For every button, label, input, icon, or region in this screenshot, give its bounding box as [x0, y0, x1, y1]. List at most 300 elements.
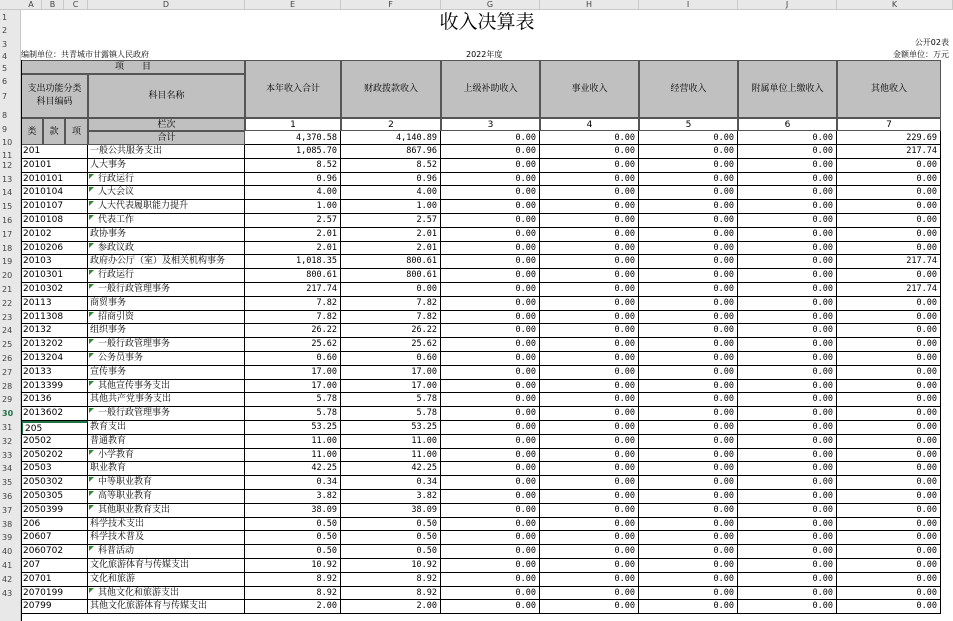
row-code[interactable]: 2010301 [21, 269, 88, 283]
row-subject-name[interactable]: 小学教育 [88, 449, 245, 463]
row-value-cell[interactable]: 0.00 [639, 407, 738, 421]
row-subject-name[interactable]: 中等职业教育 [88, 476, 245, 490]
row-number[interactable]: 23 [2, 312, 13, 322]
row-value-cell[interactable]: 0.00 [540, 531, 639, 545]
row-value-cell[interactable]: 0.00 [540, 573, 639, 587]
row-value-cell[interactable]: 800.61 [341, 255, 441, 269]
row-value-cell[interactable]: 0.00 [738, 504, 837, 518]
row-value-cell[interactable]: 0.00 [441, 435, 540, 449]
row-value-cell[interactable]: 0.00 [738, 324, 837, 338]
row-code[interactable]: 201 [21, 145, 88, 159]
row-value-cell[interactable]: 0.00 [441, 173, 540, 187]
row-value-cell[interactable]: 0.00 [540, 228, 639, 242]
row-subject-name[interactable]: 公务员事务 [88, 352, 245, 366]
row-value-cell[interactable]: 0.00 [738, 145, 837, 159]
row-number[interactable]: 7 [2, 92, 8, 101]
row-value-cell[interactable]: 0.00 [639, 380, 738, 394]
row-number[interactable]: 33 [2, 450, 13, 460]
row-value-cell[interactable]: 5.78 [245, 407, 341, 421]
row-code[interactable]: 20103 [21, 255, 88, 269]
row-value-cell[interactable]: 0.00 [441, 600, 540, 614]
row-subject-name[interactable]: 行政运行 [88, 269, 245, 283]
row-value-cell[interactable]: 0.00 [441, 242, 540, 256]
spreadsheet-grid[interactable] [21, 10, 953, 621]
row-code[interactable]: 20102 [21, 228, 88, 242]
row-number[interactable]: 8 [2, 111, 8, 120]
row-value-cell[interactable]: 0.00 [639, 338, 738, 352]
row-value-cell[interactable]: 0.00 [837, 311, 941, 325]
row-value-cell[interactable]: 0.00 [837, 449, 941, 463]
row-value-cell[interactable]: 0.00 [639, 545, 738, 559]
row-value-cell[interactable]: 0.00 [540, 186, 639, 200]
row-value-cell[interactable]: 0.00 [837, 476, 941, 490]
row-value-cell[interactable]: 8.52 [341, 159, 441, 173]
row-number[interactable]: 42 [2, 574, 13, 584]
row-value-cell[interactable]: 0.00 [639, 559, 738, 573]
row-value-cell[interactable]: 0.00 [441, 462, 540, 476]
column-header-b[interactable]: B [42, 0, 64, 9]
row-number[interactable]: 41 [2, 561, 13, 570]
row-code[interactable]: 205 [21, 421, 88, 435]
row-value-cell[interactable]: 0.00 [540, 490, 639, 504]
row-value-cell[interactable]: 0.00 [837, 186, 941, 200]
row-subject-name[interactable]: 科学技术支出 [88, 518, 245, 532]
row-value-cell[interactable]: 0.00 [738, 421, 837, 435]
row-value-cell[interactable]: 217.74 [837, 283, 941, 297]
row-value-cell[interactable]: 0.00 [639, 587, 738, 601]
row-value-cell[interactable]: 11.00 [245, 449, 341, 463]
column-header-k[interactable]: K [837, 0, 953, 9]
row-value-cell[interactable]: 867.96 [341, 145, 441, 159]
row-subject-name[interactable]: 其他文化旅游体育与传媒支出 [88, 600, 245, 614]
row-subject-name[interactable]: 人大会议 [88, 186, 245, 200]
row-value-cell[interactable]: 0.00 [837, 504, 941, 518]
row-value-cell[interactable]: 0.00 [639, 393, 738, 407]
row-number[interactable]: 1 [2, 13, 8, 22]
row-value-cell[interactable]: 0.00 [441, 407, 540, 421]
row-value-cell[interactable]: 0.00 [441, 338, 540, 352]
row-value-cell[interactable]: 0.00 [441, 545, 540, 559]
column-header-j[interactable]: J [738, 0, 837, 9]
row-value-cell[interactable]: 2.01 [341, 228, 441, 242]
row-value-cell[interactable]: 0.00 [639, 462, 738, 476]
row-value-cell[interactable]: 0.00 [540, 518, 639, 532]
row-value-cell[interactable]: 0.00 [639, 145, 738, 159]
row-subject-name[interactable]: 招商引资 [88, 311, 245, 325]
row-value-cell[interactable]: 0.00 [540, 600, 639, 614]
row-code[interactable]: 2050202 [21, 449, 88, 463]
row-code[interactable]: 20136 [21, 393, 88, 407]
row-value-cell[interactable]: 0.00 [441, 214, 540, 228]
row-value-cell[interactable]: 0.00 [341, 283, 441, 297]
column-header-h[interactable]: H [540, 0, 639, 9]
row-value-cell[interactable]: 0.96 [341, 173, 441, 187]
row-value-cell[interactable]: 0.00 [639, 173, 738, 187]
column-header-d[interactable]: D [88, 0, 245, 9]
row-value-cell[interactable]: 0.00 [837, 228, 941, 242]
row-number[interactable]: 3 [2, 40, 8, 49]
row-code[interactable]: 2013202 [21, 338, 88, 352]
row-subject-name[interactable]: 教育支出 [88, 421, 245, 435]
row-value-cell[interactable]: 38.09 [341, 504, 441, 518]
row-value-cell[interactable]: 2.57 [341, 214, 441, 228]
row-value-cell[interactable]: 0.00 [837, 200, 941, 214]
row-value-cell[interactable]: 8.92 [341, 573, 441, 587]
row-value-cell[interactable]: 0.00 [540, 462, 639, 476]
row-value-cell[interactable]: 0.00 [738, 311, 837, 325]
row-value-cell[interactable]: 0.00 [738, 531, 837, 545]
row-value-cell[interactable]: 0.00 [837, 421, 941, 435]
row-value-cell[interactable]: 0.00 [837, 297, 941, 311]
row-subject-name[interactable]: 人大事务 [88, 159, 245, 173]
row-value-cell[interactable]: 42.25 [341, 462, 441, 476]
row-subject-name[interactable]: 政府办公厅（室）及相关机构事务 [88, 255, 245, 269]
total-cell[interactable]: 0.00 [639, 131, 738, 145]
row-value-cell[interactable]: 0.00 [639, 490, 738, 504]
row-code[interactable]: 2013204 [21, 352, 88, 366]
row-code[interactable]: 207 [21, 559, 88, 573]
row-value-cell[interactable]: 0.00 [738, 255, 837, 269]
row-number[interactable]: 10 [2, 138, 13, 147]
row-subject-name[interactable]: 人大代表履职能力提升 [88, 200, 245, 214]
row-code[interactable]: 20113 [21, 297, 88, 311]
row-value-cell[interactable]: 0.00 [540, 338, 639, 352]
row-value-cell[interactable]: 0.00 [837, 338, 941, 352]
row-value-cell[interactable]: 0.00 [540, 159, 639, 173]
row-value-cell[interactable]: 0.00 [540, 242, 639, 256]
row-subject-name[interactable]: 文化和旅游 [88, 573, 245, 587]
column-header-f[interactable]: F [341, 0, 441, 9]
row-value-cell[interactable]: 5.78 [341, 393, 441, 407]
row-code[interactable]: 2070199 [21, 587, 88, 601]
row-number[interactable]: 31 [2, 423, 13, 432]
row-value-cell[interactable]: 0.00 [738, 573, 837, 587]
row-number[interactable]: 37 [2, 505, 13, 515]
row-value-cell[interactable]: 1.00 [245, 200, 341, 214]
row-subject-name[interactable]: 一般行政管理事务 [88, 283, 245, 297]
row-value-cell[interactable]: 0.00 [441, 352, 540, 366]
row-number[interactable]: 19 [2, 257, 13, 267]
row-value-cell[interactable]: 0.00 [639, 186, 738, 200]
column-header-g[interactable]: G [441, 0, 540, 9]
row-code[interactable]: 2010206 [21, 242, 88, 256]
row-value-cell[interactable]: 0.00 [639, 255, 738, 269]
row-code[interactable]: 2060702 [21, 545, 88, 559]
row-number[interactable]: 30 [2, 409, 14, 419]
row-value-cell[interactable]: 0.00 [540, 283, 639, 297]
row-value-cell[interactable]: 0.00 [738, 559, 837, 573]
row-code[interactable]: 20101 [21, 159, 88, 173]
row-value-cell[interactable]: 0.00 [738, 449, 837, 463]
row-value-cell[interactable]: 53.25 [245, 421, 341, 435]
row-value-cell[interactable]: 0.00 [639, 269, 738, 283]
row-value-cell[interactable]: 1.00 [341, 200, 441, 214]
row-value-cell[interactable]: 0.00 [540, 380, 639, 394]
row-number[interactable]: 27 [2, 367, 13, 377]
row-value-cell[interactable]: 0.00 [540, 421, 639, 435]
row-value-cell[interactable]: 0.00 [540, 407, 639, 421]
row-value-cell[interactable]: 7.82 [341, 311, 441, 325]
row-value-cell[interactable]: 0.00 [837, 531, 941, 545]
row-code[interactable]: 2050305 [21, 490, 88, 504]
total-cell[interactable]: 0.00 [738, 131, 837, 145]
row-number[interactable]: 21 [2, 285, 13, 294]
row-code[interactable]: 2011308 [21, 311, 88, 325]
row-value-cell[interactable]: 11.00 [245, 435, 341, 449]
row-value-cell[interactable]: 53.25 [341, 421, 441, 435]
row-value-cell[interactable]: 0.00 [639, 504, 738, 518]
row-value-cell[interactable]: 1,085.70 [245, 145, 341, 159]
row-value-cell[interactable]: 0.00 [540, 214, 639, 228]
row-value-cell[interactable]: 0.00 [540, 255, 639, 269]
row-number[interactable]: 34 [2, 464, 13, 474]
row-number[interactable]: 25 [2, 340, 13, 350]
row-number[interactable]: 18 [2, 243, 13, 253]
row-value-cell[interactable]: 0.00 [738, 228, 837, 242]
row-value-cell[interactable]: 0.00 [441, 393, 540, 407]
row-subject-name[interactable]: 职业教育 [88, 462, 245, 476]
row-value-cell[interactable]: 0.00 [639, 531, 738, 545]
row-number[interactable]: 39 [2, 533, 13, 543]
row-value-cell[interactable]: 17.00 [245, 366, 341, 380]
row-code[interactable]: 20701 [21, 573, 88, 587]
row-value-cell[interactable]: 25.62 [341, 338, 441, 352]
row-value-cell[interactable]: 0.00 [441, 504, 540, 518]
row-value-cell[interactable]: 0.00 [738, 186, 837, 200]
row-code[interactable]: 2010302 [21, 283, 88, 297]
row-value-cell[interactable]: 0.00 [441, 297, 540, 311]
row-value-cell[interactable]: 0.00 [738, 462, 837, 476]
row-value-cell[interactable]: 0.00 [738, 297, 837, 311]
row-code[interactable]: 2013399 [21, 380, 88, 394]
row-number[interactable]: 13 [2, 174, 13, 184]
row-number[interactable]: 12 [2, 160, 13, 170]
row-value-cell[interactable]: 0.00 [738, 380, 837, 394]
row-value-cell[interactable]: 26.22 [341, 324, 441, 338]
row-value-cell[interactable]: 0.00 [837, 490, 941, 504]
row-number[interactable]: 6 [2, 77, 8, 86]
row-value-cell[interactable]: 0.00 [738, 435, 837, 449]
row-value-cell[interactable]: 0.00 [540, 476, 639, 490]
row-value-cell[interactable]: 0.00 [738, 366, 837, 380]
row-subject-name[interactable]: 一般行政管理事务 [88, 407, 245, 421]
row-value-cell[interactable]: 0.50 [245, 531, 341, 545]
row-number[interactable]: 40 [2, 547, 13, 557]
row-code[interactable]: 2013602 [21, 407, 88, 421]
row-number[interactable]: 22 [2, 298, 13, 308]
column-header-c[interactable]: C [64, 0, 88, 9]
row-value-cell[interactable]: 0.00 [540, 200, 639, 214]
row-value-cell[interactable]: 0.00 [738, 545, 837, 559]
row-code[interactable]: 2010101 [21, 173, 88, 187]
row-value-cell[interactable]: 0.00 [441, 366, 540, 380]
row-number[interactable]: 32 [2, 436, 13, 446]
row-value-cell[interactable]: 0.00 [441, 380, 540, 394]
row-value-cell[interactable]: 0.00 [540, 366, 639, 380]
row-number[interactable]: 28 [2, 381, 13, 391]
row-subject-name[interactable]: 其他共产党事务支出 [88, 393, 245, 407]
row-value-cell[interactable]: 0.00 [837, 214, 941, 228]
row-value-cell[interactable]: 42.25 [245, 462, 341, 476]
row-value-cell[interactable]: 25.62 [245, 338, 341, 352]
total-cell[interactable]: 4,140.89 [341, 131, 441, 145]
row-value-cell[interactable]: 0.00 [738, 518, 837, 532]
row-value-cell[interactable]: 0.00 [639, 476, 738, 490]
row-value-cell[interactable]: 7.82 [245, 311, 341, 325]
row-value-cell[interactable]: 8.92 [245, 587, 341, 601]
row-value-cell[interactable]: 217.74 [837, 255, 941, 269]
row-code[interactable]: 2050399 [21, 504, 88, 518]
row-value-cell[interactable]: 0.00 [540, 449, 639, 463]
row-value-cell[interactable]: 0.00 [540, 311, 639, 325]
row-subject-name[interactable]: 普通教育 [88, 435, 245, 449]
row-value-cell[interactable]: 0.00 [837, 559, 941, 573]
row-value-cell[interactable]: 0.00 [837, 545, 941, 559]
row-value-cell[interactable]: 0.00 [738, 352, 837, 366]
row-number[interactable]: 16 [2, 216, 13, 225]
row-number[interactable]: 5 [2, 64, 8, 73]
row-value-cell[interactable]: 17.00 [245, 380, 341, 394]
row-code[interactable]: 20132 [21, 324, 88, 338]
row-value-cell[interactable]: 3.82 [341, 490, 441, 504]
row-value-cell[interactable]: 800.61 [245, 269, 341, 283]
row-subject-name[interactable]: 高等职业教育 [88, 490, 245, 504]
row-value-cell[interactable]: 0.00 [738, 338, 837, 352]
row-value-cell[interactable]: 0.00 [540, 587, 639, 601]
row-number[interactable]: 24 [2, 326, 13, 336]
total-cell[interactable]: 0.00 [540, 131, 639, 145]
row-subject-name[interactable]: 行政运行 [88, 173, 245, 187]
row-value-cell[interactable]: 0.00 [441, 573, 540, 587]
row-code[interactable]: 206 [21, 518, 88, 532]
row-number[interactable]: 14 [2, 188, 13, 198]
row-value-cell[interactable]: 0.00 [441, 228, 540, 242]
row-code[interactable]: 2010104 [21, 186, 88, 200]
row-number[interactable]: 38 [2, 519, 13, 529]
row-value-cell[interactable]: 2.00 [245, 600, 341, 614]
row-number[interactable]: 9 [2, 125, 8, 134]
row-value-cell[interactable]: 0.00 [441, 559, 540, 573]
row-value-cell[interactable]: 0.00 [639, 214, 738, 228]
row-subject-name[interactable]: 政协事务 [88, 228, 245, 242]
row-value-cell[interactable]: 26.22 [245, 324, 341, 338]
row-number[interactable]: 17 [2, 229, 13, 239]
row-value-cell[interactable]: 0.00 [540, 435, 639, 449]
row-subject-name[interactable]: 其他职业教育支出 [88, 504, 245, 518]
row-value-cell[interactable]: 1,018.35 [245, 255, 341, 269]
row-value-cell[interactable]: 8.52 [245, 159, 341, 173]
row-value-cell[interactable]: 17.00 [341, 366, 441, 380]
row-value-cell[interactable]: 7.82 [341, 297, 441, 311]
row-value-cell[interactable]: 2.00 [341, 600, 441, 614]
row-value-cell[interactable]: 0.00 [738, 173, 837, 187]
row-value-cell[interactable]: 0.00 [837, 435, 941, 449]
row-value-cell[interactable]: 0.00 [639, 242, 738, 256]
row-value-cell[interactable]: 4.00 [245, 186, 341, 200]
row-value-cell[interactable]: 0.00 [639, 297, 738, 311]
row-value-cell[interactable]: 0.00 [837, 366, 941, 380]
row-value-cell[interactable]: 0.50 [341, 531, 441, 545]
row-subject-name[interactable]: 其他宣传事务支出 [88, 380, 245, 394]
row-value-cell[interactable]: 0.34 [341, 476, 441, 490]
row-value-cell[interactable]: 0.00 [738, 407, 837, 421]
row-code[interactable]: 2050302 [21, 476, 88, 490]
row-number[interactable]: 20 [2, 271, 13, 281]
row-value-cell[interactable]: 0.00 [738, 214, 837, 228]
row-value-cell[interactable]: 0.00 [441, 200, 540, 214]
row-value-cell[interactable]: 0.00 [441, 269, 540, 283]
row-value-cell[interactable]: 2.01 [245, 228, 341, 242]
row-subject-name[interactable]: 宣传事务 [88, 366, 245, 380]
row-value-cell[interactable]: 0.00 [441, 311, 540, 325]
row-subject-name[interactable]: 科学技术普及 [88, 531, 245, 545]
row-value-cell[interactable]: 0.00 [837, 393, 941, 407]
row-value-cell[interactable]: 10.92 [341, 559, 441, 573]
row-value-cell[interactable]: 0.00 [738, 490, 837, 504]
row-value-cell[interactable]: 0.00 [738, 269, 837, 283]
row-value-cell[interactable]: 0.00 [639, 159, 738, 173]
row-value-cell[interactable]: 0.00 [441, 449, 540, 463]
row-value-cell[interactable]: 0.00 [837, 462, 941, 476]
row-value-cell[interactable]: 0.00 [639, 600, 738, 614]
row-value-cell[interactable]: 0.00 [441, 283, 540, 297]
row-value-cell[interactable]: 0.00 [837, 242, 941, 256]
row-value-cell[interactable]: 0.00 [738, 283, 837, 297]
row-value-cell[interactable]: 0.00 [639, 283, 738, 297]
row-value-cell[interactable]: 0.00 [837, 573, 941, 587]
total-cell[interactable]: 0.00 [441, 131, 540, 145]
row-value-cell[interactable]: 0.00 [441, 518, 540, 532]
column-header-a[interactable]: A [21, 0, 42, 9]
row-value-cell[interactable]: 10.92 [245, 559, 341, 573]
row-value-cell[interactable]: 2.01 [245, 242, 341, 256]
row-value-cell[interactable]: 0.00 [540, 545, 639, 559]
row-value-cell[interactable]: 0.00 [738, 200, 837, 214]
row-value-cell[interactable]: 0.00 [441, 145, 540, 159]
row-value-cell[interactable]: 0.00 [639, 366, 738, 380]
row-value-cell[interactable]: 0.00 [540, 504, 639, 518]
row-value-cell[interactable]: 0.00 [837, 407, 941, 421]
row-value-cell[interactable]: 217.74 [245, 283, 341, 297]
column-header-e[interactable]: E [245, 0, 341, 9]
row-value-cell[interactable]: 7.82 [245, 297, 341, 311]
row-number[interactable]: 15 [2, 202, 13, 212]
row-value-cell[interactable]: 0.00 [837, 380, 941, 394]
total-cell[interactable]: 4,370.58 [245, 131, 341, 145]
row-number[interactable]: 35 [2, 478, 13, 488]
row-subject-name[interactable]: 商贸事务 [88, 297, 245, 311]
column-header-i[interactable]: I [639, 0, 738, 9]
row-value-cell[interactable]: 0.00 [639, 421, 738, 435]
row-value-cell[interactable]: 17.00 [341, 380, 441, 394]
row-subject-name[interactable]: 文化旅游体育与传媒支出 [88, 559, 245, 573]
row-value-cell[interactable]: 8.92 [245, 573, 341, 587]
row-value-cell[interactable]: 0.00 [441, 324, 540, 338]
row-code[interactable]: 20503 [21, 462, 88, 476]
row-value-cell[interactable]: 11.00 [341, 435, 441, 449]
row-value-cell[interactable]: 0.00 [837, 173, 941, 187]
row-value-cell[interactable]: 0.00 [639, 573, 738, 587]
row-value-cell[interactable]: 0.00 [639, 435, 738, 449]
row-value-cell[interactable]: 4.00 [341, 186, 441, 200]
row-value-cell[interactable]: 2.57 [245, 214, 341, 228]
row-value-cell[interactable]: 0.00 [837, 518, 941, 532]
row-value-cell[interactable]: 0.60 [341, 352, 441, 366]
row-value-cell[interactable]: 5.78 [341, 407, 441, 421]
row-number[interactable]: 4 [2, 52, 8, 61]
row-subject-name[interactable]: 代表工作 [88, 214, 245, 228]
row-number[interactable]: 43 [2, 588, 13, 598]
